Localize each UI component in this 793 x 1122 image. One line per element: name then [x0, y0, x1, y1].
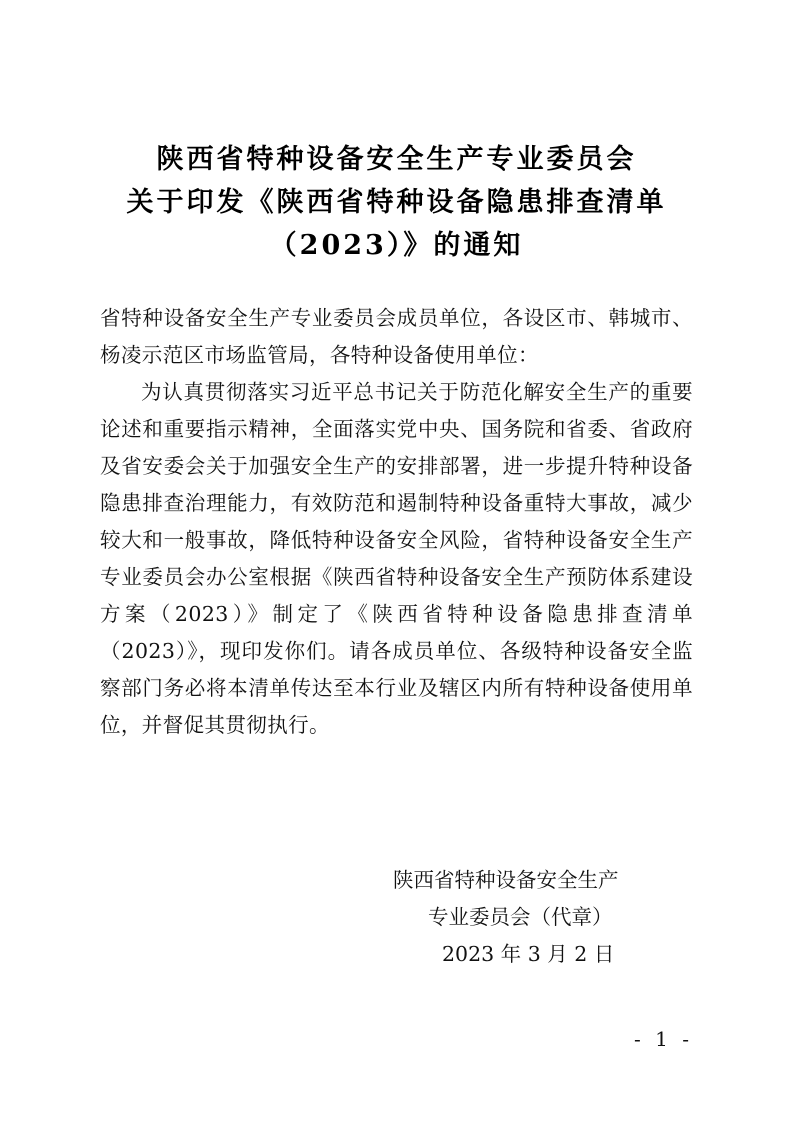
signature-date: 2023 年 3 月 2 日 [442, 942, 615, 966]
body-paragraph: 为认真贯彻落实习近平总书记关于防范化解安全生产的重要论述和重要指示精神，全面落实党中央、国务院和省委、省政府及省安委会关于加强安全生产的安排部署，进一步提升特种设备隐患排查治理能力，有效防范和遏制特种设备重特大事故，减少较大和一般事故，降低特种设备安全风险，省特种设备安全生产专业委员会办公室根据《陕西省特种设备安全生产预防体系建设方案（2023）》制定了《陕西省特种设备隐患排查清单（2023）》，现印发你们。请各成员单位、各级特种设备安全监察部门务必将本清单传达至本行业及辖区内所有特种设备使用单位，并督促其贯彻执行。 [100, 380, 693, 737]
document-title [100, 138, 693, 267]
signature-org-line-2: 专业委员会（代章） [428, 905, 613, 929]
signature-org-line-1: 陕西省特种设备安全生产 [393, 868, 619, 892]
title-line-3: （2023）》的通知 [269, 230, 524, 261]
signature-block [380, 862, 680, 973]
page-number: - 1 - [634, 1027, 693, 1051]
document-body [100, 300, 693, 744]
title-line-1: 陕西省特种设备安全生产专业委员会 [156, 144, 637, 175]
addressee: 省特种设备安全生产专业委员会成员单位，各设区市、韩城市、杨凌示范区市场监管局，各特种设备使用单位： [100, 306, 693, 367]
title-line-2: 关于印发《陕西省特种设备隐患排查清单 [126, 187, 667, 218]
